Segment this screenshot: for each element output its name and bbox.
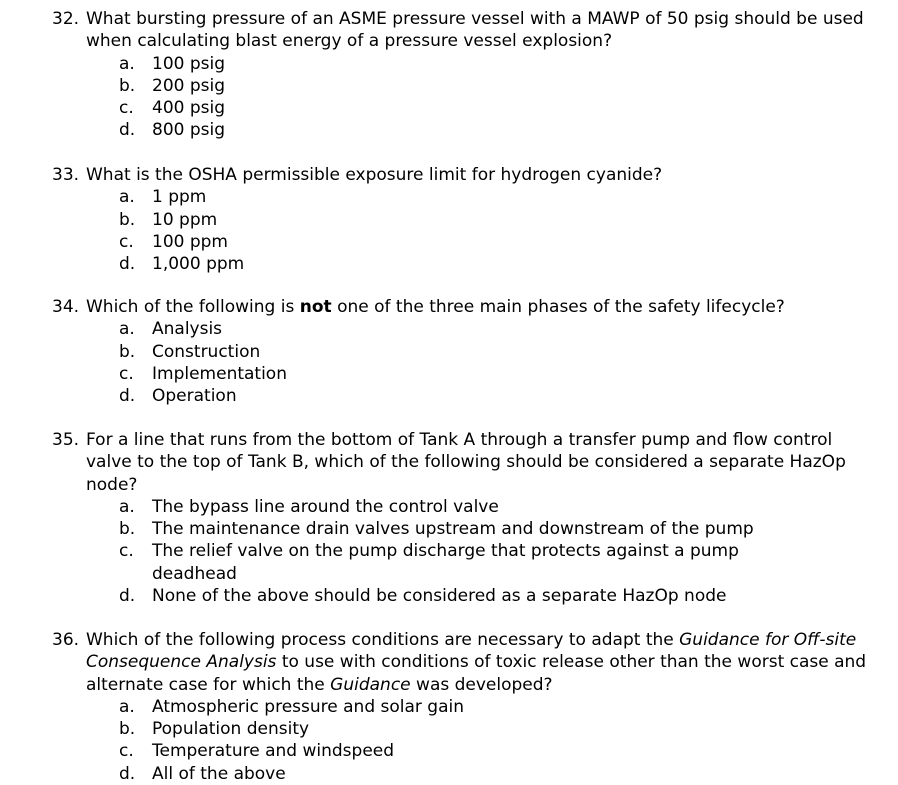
question-stem (52, 629, 872, 696)
answer-option (52, 585, 872, 607)
option-letter: a. (119, 53, 135, 74)
option-text: 400 psig (152, 98, 226, 119)
answer-option (52, 518, 872, 540)
option-letter: c. (119, 231, 134, 252)
question-text-part: was developed? (410, 674, 553, 695)
answer-options (52, 496, 872, 607)
question-text: What is the OSHA permissible exposure limit for hydrogen cyanide? (86, 165, 663, 185)
answer-options (52, 318, 872, 407)
question-text-before: Which of the following is (86, 297, 300, 317)
question-number: 32. (52, 9, 80, 29)
question-number: 35. (52, 430, 80, 450)
option-text: Population density (152, 719, 310, 740)
option-letter: d. (119, 120, 136, 141)
option-letter: d. (119, 763, 136, 784)
answer-option (52, 341, 872, 363)
option-letter: c. (119, 98, 134, 119)
answer-options (52, 53, 872, 142)
answer-option (52, 231, 872, 253)
option-text: 200 psig (152, 75, 226, 96)
option-letter: b. (119, 75, 136, 96)
question-33 (52, 164, 872, 275)
option-text: 1 ppm (152, 187, 207, 208)
option-text: Atmospheric pressure and solar gain (152, 696, 465, 717)
option-text: The bypass line around the control valve (152, 496, 499, 517)
question-text-emphasis: not (299, 297, 332, 317)
answer-options (52, 186, 872, 275)
answer-option (52, 718, 872, 740)
option-letter: d. (119, 386, 136, 407)
option-text: 10 ppm (152, 209, 218, 230)
option-text: 1,000 ppm (152, 254, 245, 275)
option-text: The maintenance drain valves upstream and downstream of the pump (152, 519, 754, 540)
answer-option (52, 740, 872, 762)
option-text: Implementation (152, 363, 287, 384)
option-letter: c. (119, 363, 134, 384)
answer-option (52, 253, 872, 275)
answer-option (52, 186, 872, 208)
answer-option (52, 385, 872, 407)
question-number: 33. (52, 165, 80, 185)
question-text: What bursting pressure of an ASME pressure vessel with a MAWP of 50 psig should be used when calculating blast energy of a pressure vessel explosion? (86, 9, 864, 52)
question-36 (52, 629, 872, 785)
answer-option (52, 318, 872, 340)
option-letter: a. (119, 319, 135, 340)
answer-option (52, 75, 872, 97)
question-stem (52, 8, 872, 53)
question-text: For a line that runs from the bottom of Tank A through a transfer pump and flow control valve to the top of Tank B, which of the following should be considered a separate HazOp node? (86, 430, 846, 495)
option-text: 100 ppm (152, 231, 228, 252)
question-number: 36. (52, 630, 80, 650)
option-text: All of the above (152, 763, 286, 784)
option-letter: b. (119, 719, 136, 740)
answer-option (52, 119, 872, 141)
question-stem (52, 296, 872, 318)
option-letter: a. (119, 696, 135, 717)
answer-option (52, 209, 872, 231)
answer-option (52, 53, 872, 75)
option-letter: a. (119, 187, 135, 208)
publication-title: Guidance for Off-site Consequence Analysis (86, 630, 857, 673)
option-text: Temperature and windspeed (152, 741, 395, 762)
option-letter: d. (119, 586, 136, 607)
answer-option (52, 97, 872, 119)
answer-option (52, 763, 872, 785)
option-letter: b. (119, 519, 136, 540)
question-stem (52, 429, 872, 496)
question-34 (52, 296, 872, 407)
option-text: 800 psig (152, 120, 226, 141)
option-text: Construction (152, 341, 261, 362)
publication-title-short: Guidance (330, 674, 411, 695)
question-stem (52, 164, 872, 186)
option-text: Analysis (152, 319, 223, 340)
question-text-after: one of the three main phases of the safety lifecycle? (331, 297, 785, 317)
answer-option (52, 540, 872, 585)
question-number: 34. (52, 297, 80, 317)
question-32 (52, 8, 872, 142)
question-35 (52, 429, 872, 607)
option-letter: c. (119, 541, 134, 562)
option-text: 100 psig (152, 53, 226, 74)
option-letter: b. (119, 341, 136, 362)
option-text: The relief valve on the pump discharge that protects against a pump deadhead (152, 541, 739, 584)
option-text: None of the above should be considered as a separate HazOp node (152, 586, 727, 607)
answer-option (52, 363, 872, 385)
option-letter: d. (119, 254, 136, 275)
option-text: Operation (152, 386, 237, 407)
question-text-part: Which of the following process conditions are necessary to adapt the (86, 630, 680, 650)
question-text-part: to use with conditions of toxic release other than the worst case and alternate case for which the (86, 652, 867, 695)
answer-option (52, 496, 872, 518)
option-letter: c. (119, 741, 134, 762)
option-letter: a. (119, 496, 135, 517)
option-letter: b. (119, 209, 136, 230)
answer-options (52, 696, 872, 785)
answer-option (52, 696, 872, 718)
